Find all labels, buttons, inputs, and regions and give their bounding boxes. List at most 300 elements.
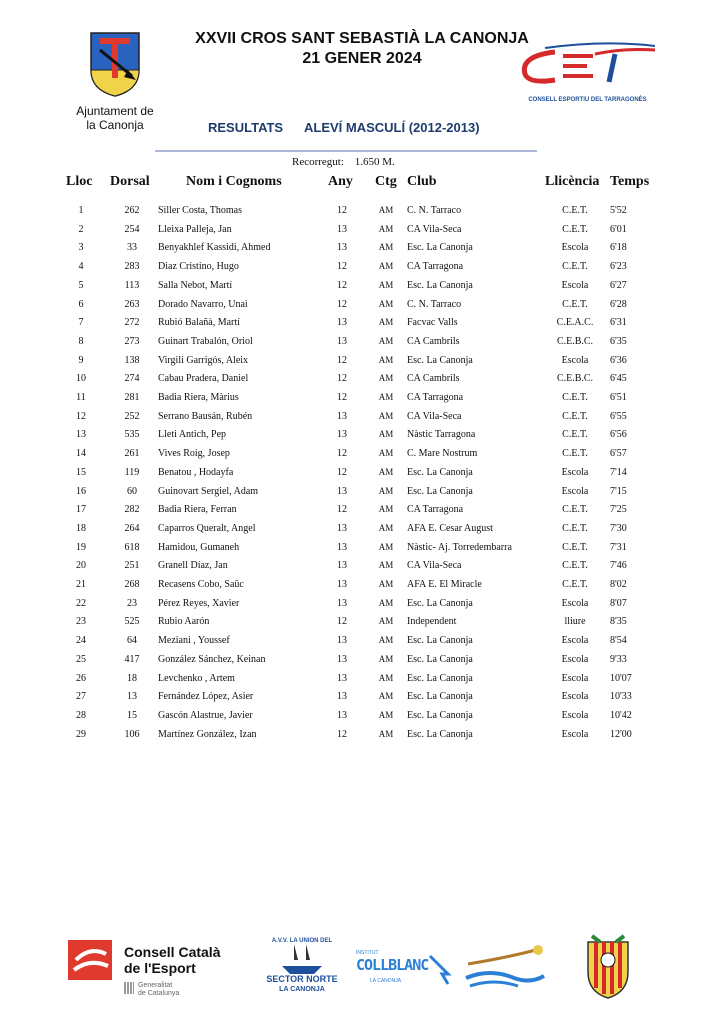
cell-temps: 7'46 bbox=[610, 560, 627, 572]
cet-caption: CONSELL ESPORTIU DEL TARRAGONÈS bbox=[528, 97, 647, 103]
cell-lloc: 21 bbox=[76, 579, 86, 590]
cell-lloc: 4 bbox=[78, 261, 84, 273]
cell-name: Benyakhlef Kassidi, Ahmed bbox=[158, 242, 271, 254]
cell-any: 12 bbox=[337, 279, 347, 291]
cell-any: 12 bbox=[337, 504, 347, 516]
cell-temps: 6'36 bbox=[610, 354, 627, 366]
cell-any: 13 bbox=[337, 223, 347, 235]
cell-llicencia: Escola bbox=[561, 242, 589, 254]
column-header-ctg: Ctg bbox=[375, 174, 397, 189]
cell-any: 12 bbox=[337, 205, 347, 216]
cell-dorsal: 263 bbox=[124, 298, 140, 310]
cell-lloc: 18 bbox=[76, 522, 86, 534]
cell-ctg: AM bbox=[378, 541, 394, 552]
cell-name: Gascón Alastrue, Javier bbox=[158, 709, 253, 721]
cell-club: Esc. La Canonja bbox=[407, 466, 473, 478]
cell-temps: 10'42 bbox=[610, 709, 632, 721]
cell-club: CA Tarragona bbox=[407, 261, 464, 273]
cell-lloc: 10 bbox=[76, 373, 86, 385]
cell-dorsal: 535 bbox=[124, 429, 140, 441]
cell-temps: 6'35 bbox=[610, 335, 627, 347]
cell-any: 12 bbox=[337, 298, 347, 310]
cell-llicencia: C.E.T. bbox=[562, 298, 588, 310]
cell-name: Guinovart Sergiel, Adam bbox=[158, 485, 259, 497]
consell-catala-line2: de l'Esport bbox=[124, 960, 196, 976]
cell-dorsal: 60 bbox=[127, 485, 137, 497]
cell-temps: 6'28 bbox=[610, 298, 627, 310]
cell-any: 12 bbox=[337, 466, 347, 478]
header-divider bbox=[155, 150, 537, 152]
cell-name: Dorado Navarro, Unai bbox=[158, 298, 248, 310]
cell-club: Esc. La Canonja bbox=[407, 354, 473, 366]
cell-ctg: AM bbox=[378, 261, 394, 272]
sector-norte-top: A.V.V. LA UNION DEL bbox=[271, 938, 333, 944]
cell-lloc: 28 bbox=[76, 709, 86, 721]
cell-lloc: 22 bbox=[76, 597, 86, 609]
cell-ctg: AM bbox=[378, 242, 394, 253]
event-date: 21 GENER 2024 bbox=[302, 50, 422, 67]
cell-dorsal: 262 bbox=[124, 205, 140, 216]
table-row bbox=[0, 336, 724, 354]
cell-lloc: 29 bbox=[76, 728, 86, 740]
event-title: XXVII CROS SANT SEBASTIÀ LA CANONJA bbox=[195, 30, 529, 47]
consell-catala-logo bbox=[68, 940, 268, 1000]
cell-llicencia: Escola bbox=[561, 485, 589, 497]
cell-any: 13 bbox=[337, 335, 347, 347]
route-info bbox=[292, 156, 395, 168]
table-row bbox=[0, 691, 724, 709]
category-label: ALEVÍ MASCULÍ (2012-2013) bbox=[304, 120, 480, 135]
cell-temps: 6'27 bbox=[610, 279, 627, 291]
cell-temps: 6'23 bbox=[610, 261, 627, 273]
cell-ctg: AM bbox=[378, 672, 394, 683]
cell-llicencia: Escola bbox=[561, 709, 589, 721]
cell-dorsal: 274 bbox=[124, 373, 140, 385]
cell-temps: 5'52 bbox=[610, 205, 627, 216]
cell-name: Badia Riera, Ferran bbox=[158, 504, 237, 516]
cell-any: 12 bbox=[337, 616, 347, 628]
cell-llicencia: Escola bbox=[561, 635, 589, 647]
cell-temps: 8'35 bbox=[610, 616, 627, 628]
cell-temps: 6'51 bbox=[610, 392, 627, 403]
cell-lloc: 17 bbox=[76, 504, 86, 516]
table-row bbox=[0, 486, 724, 504]
cell-any: 13 bbox=[337, 709, 347, 721]
consell-catala-icon bbox=[68, 940, 112, 980]
table-row bbox=[0, 616, 724, 634]
cell-name: Guinart Trabalón, Oriol bbox=[158, 335, 253, 347]
cell-dorsal: 417 bbox=[124, 653, 140, 665]
table-row bbox=[0, 411, 724, 429]
cell-club: Esc. La Canonja bbox=[407, 242, 473, 254]
cell-dorsal: 106 bbox=[124, 728, 140, 740]
cell-ctg: AM bbox=[378, 223, 394, 234]
cell-llicencia: C.E.T. bbox=[562, 429, 588, 441]
cell-any: 12 bbox=[337, 354, 347, 366]
cell-ctg: AM bbox=[378, 392, 394, 402]
cell-club: CA Cambrils bbox=[407, 373, 460, 385]
cell-any: 12 bbox=[337, 728, 347, 740]
cell-llicencia: lliure bbox=[564, 616, 586, 628]
cell-any: 13 bbox=[337, 242, 347, 254]
cell-lloc: 8 bbox=[78, 335, 84, 347]
cell-dorsal: 282 bbox=[124, 504, 140, 516]
cell-lloc: 14 bbox=[76, 448, 86, 460]
column-header-name: Nom i Cognoms bbox=[186, 174, 282, 189]
cell-dorsal: 525 bbox=[124, 616, 140, 628]
column-header-temps: Temps bbox=[610, 174, 650, 189]
cell-ctg: AM bbox=[378, 448, 394, 459]
cell-llicencia: Escola bbox=[561, 466, 589, 478]
cell-club: CA Vila-Seca bbox=[407, 560, 462, 572]
table-row bbox=[0, 355, 724, 373]
cell-club: Esc. La Canonja bbox=[407, 635, 473, 647]
cell-name: Caparros Queralt, Angel bbox=[158, 522, 256, 534]
cell-temps: 12'00 bbox=[610, 728, 632, 740]
table-row bbox=[0, 467, 724, 485]
cell-temps: 6'45 bbox=[610, 373, 627, 385]
cell-dorsal: 119 bbox=[124, 466, 140, 478]
cell-llicencia: C.E.T. bbox=[562, 410, 588, 422]
paella-logo bbox=[460, 938, 550, 994]
cell-name: Diaz Cristino, Hugo bbox=[158, 261, 239, 273]
cell-dorsal: 33 bbox=[127, 242, 137, 254]
table-row bbox=[0, 654, 724, 672]
cell-club: Nàstic- Aj. Torredembarra bbox=[407, 541, 512, 553]
cell-club: CA Cambrils bbox=[407, 335, 460, 347]
institut-collblanc-logo bbox=[352, 944, 452, 990]
cell-club: CA Tarragona bbox=[407, 392, 464, 403]
cell-any: 13 bbox=[337, 317, 347, 329]
cell-any: 13 bbox=[337, 560, 347, 572]
sector-norte-logo bbox=[264, 938, 340, 1000]
cell-ctg: AM bbox=[378, 653, 394, 664]
generalitat-line2: de Catalunya bbox=[138, 990, 180, 997]
table-row bbox=[0, 560, 724, 578]
cell-ctg: AM bbox=[378, 728, 394, 739]
table-row bbox=[0, 429, 724, 447]
cell-lloc: 9 bbox=[78, 354, 84, 366]
cell-club: C. N. Tarraco bbox=[407, 205, 462, 216]
cell-name: Serrano Bausán, Rubén bbox=[158, 410, 253, 422]
town-name-line2: la Canonja bbox=[86, 118, 144, 132]
cell-ctg: AM bbox=[378, 635, 394, 646]
sector-norte-mid: SECTOR NORTE bbox=[266, 974, 338, 984]
cell-lloc: 16 bbox=[76, 485, 86, 497]
cell-lloc: 15 bbox=[76, 466, 86, 478]
cell-any: 13 bbox=[337, 635, 347, 647]
cell-temps: 6'57 bbox=[610, 448, 627, 460]
cell-lloc: 12 bbox=[76, 410, 86, 422]
table-row bbox=[0, 635, 724, 653]
cell-lloc: 23 bbox=[76, 616, 86, 628]
cell-dorsal: 268 bbox=[124, 579, 140, 590]
table-row bbox=[0, 373, 724, 391]
cell-any: 13 bbox=[337, 672, 347, 684]
town-name-line1: Ajuntament de bbox=[76, 104, 154, 118]
town-shield-logo bbox=[88, 30, 142, 98]
cell-name: Martínez González, Izan bbox=[158, 728, 257, 740]
cell-temps: 7'30 bbox=[610, 522, 627, 534]
cell-llicencia: Escola bbox=[561, 691, 589, 703]
cell-llicencia: C.E.T. bbox=[562, 579, 588, 590]
cell-name: Lleixa Palleja, Jan bbox=[158, 223, 232, 235]
cell-dorsal: 13 bbox=[127, 691, 137, 703]
cell-temps: 8'54 bbox=[610, 635, 627, 647]
cet-logo bbox=[515, 42, 660, 102]
cell-ctg: AM bbox=[378, 616, 394, 627]
cell-lloc: 13 bbox=[76, 429, 86, 441]
cell-llicencia: Escola bbox=[561, 672, 589, 684]
cell-name: Badia Riera, Màrius bbox=[158, 392, 239, 403]
cell-llicencia: C.E.T. bbox=[562, 522, 588, 534]
generalitat-line1: Generalitat bbox=[138, 982, 173, 989]
cell-llicencia: Escola bbox=[561, 597, 589, 609]
cell-name: Lleti Antich, Pep bbox=[158, 429, 227, 441]
cell-dorsal: 264 bbox=[124, 522, 140, 534]
cell-name: Recasens Cobo, Saüc bbox=[158, 579, 244, 590]
cell-dorsal: 138 bbox=[124, 354, 140, 366]
table-row bbox=[0, 224, 724, 242]
cell-ctg: AM bbox=[378, 429, 394, 440]
cell-temps: 10'33 bbox=[610, 691, 632, 703]
cell-ctg: AM bbox=[378, 298, 394, 309]
cell-llicencia: C.E.T. bbox=[562, 205, 588, 216]
cell-llicencia: C.E.B.C. bbox=[556, 335, 594, 347]
cell-llicencia: C.E.A.C. bbox=[556, 317, 594, 329]
cell-club: Esc. La Canonja bbox=[407, 279, 473, 291]
cell-dorsal: 23 bbox=[127, 597, 137, 609]
column-header-any: Any bbox=[328, 174, 353, 189]
column-header-club: Club bbox=[407, 174, 437, 189]
cell-dorsal: 18 bbox=[127, 672, 137, 684]
cell-club: Esc. La Canonja bbox=[407, 485, 473, 497]
cell-dorsal: 261 bbox=[124, 448, 140, 460]
table-row bbox=[0, 242, 724, 260]
cell-temps: 8'02 bbox=[610, 579, 627, 590]
cell-dorsal: 618 bbox=[124, 541, 140, 553]
cell-any: 12 bbox=[337, 392, 347, 403]
cell-name: Pérez Reyes, Xavier bbox=[158, 597, 240, 609]
table-row bbox=[0, 673, 724, 691]
cell-ctg: AM bbox=[378, 279, 394, 290]
catalan-shield-logo bbox=[580, 932, 636, 1000]
cell-ctg: AM bbox=[378, 354, 394, 365]
cell-lloc: 11 bbox=[76, 392, 86, 403]
cell-llicencia: C.E.T. bbox=[562, 223, 588, 235]
cell-lloc: 3 bbox=[78, 242, 84, 254]
cell-club: Facvac Valls bbox=[407, 317, 458, 329]
cell-ctg: AM bbox=[378, 317, 394, 328]
cell-ctg: AM bbox=[378, 560, 394, 571]
cell-name: Meziani , Youssef bbox=[158, 635, 230, 647]
cell-name: Hamidou, Gumaneh bbox=[158, 541, 240, 553]
cell-any: 13 bbox=[337, 541, 347, 553]
column-header-llicencia: Llicència bbox=[545, 174, 600, 189]
consell-catala-line1: Consell Català bbox=[124, 944, 221, 960]
table-row bbox=[0, 710, 724, 728]
institut-town: LA CANONJA bbox=[370, 978, 402, 984]
cell-dorsal: 64 bbox=[127, 635, 137, 647]
cell-name: Cabau Pradera, Daniel bbox=[158, 373, 249, 385]
cell-lloc: 2 bbox=[78, 223, 84, 235]
cell-club: CA Vila-Seca bbox=[407, 223, 462, 235]
cell-club: Esc. La Canonja bbox=[407, 653, 473, 665]
cell-club: CA Vila-Seca bbox=[407, 410, 462, 422]
cell-name: Fernández López, Asier bbox=[158, 691, 254, 703]
cell-lloc: 19 bbox=[76, 541, 86, 553]
cell-ctg: AM bbox=[378, 579, 394, 589]
cell-club: C. N. Tarraco bbox=[407, 298, 462, 310]
cell-ctg: AM bbox=[378, 597, 394, 608]
cell-any: 12 bbox=[337, 261, 347, 273]
cell-llicencia: Escola bbox=[561, 653, 589, 665]
table-row bbox=[0, 261, 724, 279]
cell-temps: 6'55 bbox=[610, 410, 627, 422]
cell-llicencia: Escola bbox=[561, 279, 589, 291]
cell-dorsal: 113 bbox=[124, 279, 140, 291]
cell-name: González Sánchez, Keinan bbox=[158, 653, 266, 665]
cell-name: Granell Díaz, Jan bbox=[158, 560, 228, 572]
cell-name: Salla Nebot, Martí bbox=[158, 279, 233, 291]
town-name bbox=[60, 104, 170, 132]
table-row bbox=[0, 542, 724, 560]
cell-name: Benatou , Hodayfa bbox=[158, 466, 234, 478]
cell-temps: 7'14 bbox=[610, 466, 627, 478]
column-header-dorsal: Dorsal bbox=[110, 174, 150, 189]
cell-ctg: AM bbox=[378, 504, 394, 515]
table-row bbox=[0, 729, 724, 747]
institut-name: COLLBLANC bbox=[356, 956, 429, 974]
cell-temps: 6'18 bbox=[610, 242, 627, 254]
cell-llicencia: C.E.B.C. bbox=[556, 373, 594, 385]
table-row bbox=[0, 598, 724, 616]
cell-lloc: 24 bbox=[76, 635, 86, 647]
cell-lloc: 6 bbox=[78, 298, 84, 310]
cell-llicencia: C.E.T. bbox=[562, 560, 588, 572]
cell-temps: 7'15 bbox=[610, 485, 627, 497]
cell-lloc: 26 bbox=[76, 672, 86, 684]
cell-club: Nàstic Tarragona bbox=[407, 429, 476, 441]
cell-temps: 8'07 bbox=[610, 597, 627, 609]
cell-club: Independent bbox=[407, 616, 457, 628]
cell-lloc: 1 bbox=[78, 205, 84, 216]
column-header-lloc: Lloc bbox=[66, 174, 93, 189]
cell-llicencia: C.E.T. bbox=[562, 504, 588, 516]
cell-any: 13 bbox=[337, 410, 347, 422]
cell-club: Esc. La Canonja bbox=[407, 672, 473, 684]
cell-any: 13 bbox=[337, 691, 347, 703]
cell-temps: 6'56 bbox=[610, 429, 627, 441]
cell-name: Siller Costa, Thomas bbox=[158, 205, 242, 216]
cell-name: Rubio Aarón bbox=[158, 616, 210, 628]
cell-club: Esc. La Canonja bbox=[407, 728, 473, 740]
cell-dorsal: 283 bbox=[124, 261, 140, 273]
cell-ctg: AM bbox=[378, 466, 394, 477]
cell-llicencia: C.E.T. bbox=[562, 448, 588, 460]
cell-club: Esc. La Canonja bbox=[407, 597, 473, 609]
cell-temps: 9'33 bbox=[610, 653, 627, 665]
cell-dorsal: 281 bbox=[124, 392, 140, 403]
cell-any: 13 bbox=[337, 522, 347, 534]
cell-club: Esc. La Canonja bbox=[407, 709, 473, 721]
cell-club: Esc. La Canonja bbox=[407, 691, 473, 703]
table-row bbox=[0, 299, 724, 317]
cell-dorsal: 15 bbox=[127, 709, 137, 721]
section-label: RESULTATS bbox=[208, 120, 284, 135]
table-row bbox=[0, 504, 724, 522]
table-row bbox=[0, 448, 724, 466]
cell-club: CA Tarragona bbox=[407, 504, 464, 516]
cell-dorsal: 272 bbox=[124, 317, 140, 329]
cell-dorsal: 254 bbox=[124, 223, 140, 235]
cell-ctg: AM bbox=[378, 205, 394, 215]
cell-club: AFA E. Cesar August bbox=[407, 522, 493, 534]
cell-any: 13 bbox=[337, 597, 347, 609]
cell-any: 12 bbox=[337, 373, 347, 385]
cell-lloc: 27 bbox=[76, 691, 86, 703]
institut-label: INSTITUT bbox=[356, 950, 379, 956]
cell-temps: 7'25 bbox=[610, 504, 627, 516]
cell-ctg: AM bbox=[378, 335, 394, 346]
cell-dorsal: 251 bbox=[124, 560, 140, 572]
sector-norte-bottom: LA CANONJA bbox=[279, 986, 325, 993]
cell-ctg: AM bbox=[378, 373, 394, 384]
cell-lloc: 20 bbox=[76, 560, 86, 572]
cell-name: Virgili Garrigós, Aleix bbox=[158, 354, 249, 366]
cell-name: Levchenko , Artem bbox=[158, 672, 235, 684]
table-row bbox=[0, 280, 724, 298]
cell-temps: 7'31 bbox=[610, 541, 627, 553]
cell-any: 12 bbox=[337, 448, 347, 460]
cell-llicencia: C.E.T. bbox=[562, 392, 588, 403]
cell-llicencia: Escola bbox=[561, 728, 589, 740]
table-row bbox=[0, 579, 724, 597]
route-value: 1.650 M. bbox=[354, 156, 395, 168]
generalitat-icon bbox=[124, 982, 134, 994]
cell-lloc: 5 bbox=[78, 279, 84, 291]
cell-llicencia: Escola bbox=[561, 354, 589, 366]
cell-dorsal: 273 bbox=[124, 335, 140, 347]
cell-llicencia: C.E.T. bbox=[562, 261, 588, 273]
cell-any: 13 bbox=[337, 485, 347, 497]
table-row bbox=[0, 392, 724, 410]
cell-dorsal: 252 bbox=[124, 410, 140, 422]
cell-any: 13 bbox=[337, 653, 347, 665]
cell-any: 13 bbox=[337, 429, 347, 441]
cell-any: 13 bbox=[337, 579, 347, 590]
cell-lloc: 25 bbox=[76, 653, 86, 665]
cell-llicencia: C.E.T. bbox=[562, 541, 588, 553]
cell-club: C. Mare Nostrum bbox=[407, 448, 478, 460]
cell-temps: 6'31 bbox=[610, 317, 627, 329]
table-row bbox=[0, 317, 724, 335]
table-row bbox=[0, 523, 724, 541]
cell-lloc: 7 bbox=[78, 317, 84, 329]
cell-name: Vives Roig, Josep bbox=[158, 448, 230, 460]
cell-ctg: AM bbox=[378, 485, 394, 496]
cell-club: AFA E. El Miracle bbox=[407, 579, 482, 590]
cell-temps: 10'07 bbox=[610, 672, 632, 684]
table-row bbox=[0, 205, 724, 223]
cell-temps: 6'01 bbox=[610, 223, 627, 235]
cell-ctg: AM bbox=[378, 522, 394, 533]
route-label: Recorregut: bbox=[292, 156, 344, 168]
cell-name: Rubió Balañà, Martí bbox=[158, 317, 240, 329]
cell-ctg: AM bbox=[378, 709, 394, 720]
cell-ctg: AM bbox=[378, 691, 394, 702]
cell-ctg: AM bbox=[378, 410, 394, 421]
